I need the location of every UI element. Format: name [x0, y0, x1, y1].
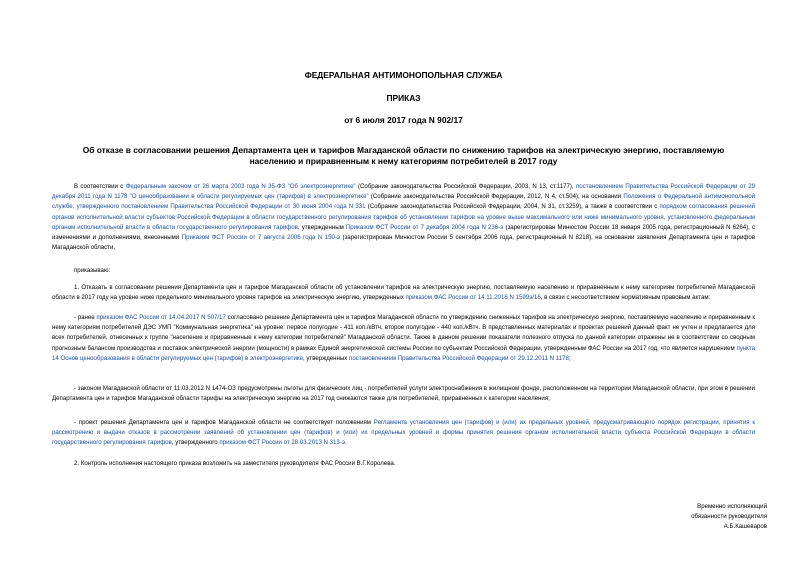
signature-position-line-1: Временно исполняющий	[697, 503, 767, 510]
document-title: Об отказе в согласовании решения Департамента цен и тарифов Магаданской области по снижению тарифов на электрическую энергию, поставляемую населению и приравненным к нему категориям потребителей в 2017 году	[82, 145, 725, 166]
link-fst-order-236[interactable]: Приказом ФСТ России от 7 декабря 2004 года N 236-э	[345, 223, 504, 231]
text-run: , в связи с несоответствием нормативным правовым актам:	[540, 294, 711, 302]
text-run: .	[344, 439, 347, 447]
paragraph-item-2: 2. Контроль исполнения настоящего приказа возложить на заместителя руководителя ФАС России В.Г.Королева.	[74, 460, 396, 467]
text-run: - ранее	[74, 314, 97, 321]
paragraph-reason-3	[52, 418, 755, 449]
text-run: - проект решения Департамента цен и тарифов Магаданской области не соответствует положениям	[74, 419, 374, 426]
text-run: ;	[568, 354, 571, 362]
paragraph-item-1	[52, 283, 755, 303]
link-tariff-regulation[interactable]: Регламента установления цен (тарифов) и (или) их предельных уровней, предусматривающего порядок регистрации, принятия к рассмотрению и выдачи отказов в рассмотрении заявлений об установлении цен (тарифов) и (или) их предельных уровней и формы принятия решения органом исполнительной власти субъекта Российской Федерации в области государственного регулирования тарифов	[52, 419, 755, 447]
text-run: , утвержденных	[302, 354, 350, 362]
link-fas-order-1599[interactable]: приказом ФАС России от 14.11.2016 N 1599э/16	[405, 294, 541, 302]
link-fst-order-313[interactable]: приказом ФСТ России от 28.03.2013 N 313-э	[219, 439, 345, 447]
text-run: , утвержденного	[171, 439, 220, 447]
text-run: (Собрание законодательства Российской Федерации, 2003, N 13, ст.1177),	[355, 183, 576, 190]
link-government-decree-1178[interactable]: постановлением Правительства Российской Федерации от 29 декабря 2011 года N 1178 "О ценообразовании в области регулируемых цен (тарифов) в электроэнергетике"	[52, 183, 756, 201]
link-approval-procedure[interactable]: порядком согласования решений органов исполнительной власти субъектов Российской Федерации в области государственного регулирования тарифов об установлении тарифов на уровне выше максимального или ниже минимального уровня, установленного федеральным органом исполнительной власти в области государственного регулирования тарифов	[52, 203, 755, 231]
signature-name: А.Б.Кашеваров	[723, 523, 767, 530]
text-run: (зарегистрирован Минюстом России 5 сентября 2006 года, регистрационный N 8218), на основании заявления Департамента цен и тарифов Магаданской области,	[52, 234, 756, 252]
text-run: (Собрание законодательства Российской Федерации, 2012, N 4, ст.504), на основании	[368, 193, 624, 201]
organization-name: ФЕДЕРАЛЬНАЯ АНТИМОНОПОЛЬНАЯ СЛУЖБА	[304, 70, 503, 80]
document-date-number: от 6 июля 2017 года N 902/17	[344, 115, 463, 125]
text-run: В соответствии с	[74, 183, 126, 190]
link-fas-order-507[interactable]: приказом ФАС России от 14.04.2017 N 507/17	[96, 314, 226, 321]
link-federal-law-35[interactable]: Федеральным законом от 26 марта 2003 года N 35-ФЗ "Об электроэнергетике"	[125, 183, 356, 190]
link-government-decree-1178-2011[interactable]: постановлением Правительства Российской Федерации от 29.12.2011 N 1178	[349, 354, 569, 362]
text-run: согласовано решение Департамента цен и тарифов Магаданской области по утверждению сниженных тарифов на электрическую энергию, поставляемую населению и приравненным к нему категориям потребителей ДЭС УМП "Коммунальная энергетика" на уровне: первое полугодие - 411 коп./кВтч, второе полугодие - 440 коп./кВтч. В представленных материалах и проектах решений данный факт не учтен и предлагается для всех потребителей, отнесенных к группе "население и приравненные к нему категории потребителей" Магаданской области. Также в данном решении показатели полезного отпуска по данной категории отражены не в соответствии со сводным прогнозным балансом производства и поставок электрической энергии (мощности) в рамках Единой энергетической системы России по субъектам Российской Федерации, утвержденным ФАС России на 2017 год, что является нарушением	[52, 314, 755, 352]
link-pricing-basics-item-14[interactable]: пункта 14 Основ ценообразования в области регулируемых цен (тарифов) в электроэнергетике	[52, 344, 755, 362]
paragraph-order: приказываю:	[74, 267, 111, 274]
document-type: ПРИКАЗ	[386, 93, 421, 103]
text-run: (Собрание законодательства Российской Федерации, 2004, N 31, ст.3259), а также в соответствии с	[365, 203, 660, 211]
text-run: , утвержденным	[297, 223, 346, 231]
paragraph-legal-basis	[52, 182, 755, 253]
text-run: 1. Отказать в согласовании решения Департамента цен и тарифов Магаданской области об установлении тарифов на электрическую энергию, поставляемую населению и приравненным к нему категориям потребителей Магаданской области в 2017 году на уровне ниже предельного минимального уровня тарифов на электрическую энергию, утвержденных	[52, 284, 755, 302]
paragraph-reason-1	[52, 313, 755, 364]
link-fst-order-150[interactable]: Приказом ФСТ России от 7 августа 2006 года N 150-э	[181, 234, 341, 242]
paragraph-reason-2: - законом Магаданской области от 11.03.2012 N 1474-ОЗ предусмотрены льготы для физических лиц - потребителей услуги электроснабжения в жилищном фонде, расположенном на территории Магаданской области, при этом в решении Департамента цен и тарифов Магаданской области тарифы на электрическую энергию на 2017 год снижаются также для потребителей, приравненных к категории населения;	[52, 385, 755, 403]
signature-position-line-2: обязанности руководителя	[691, 513, 767, 520]
link-fas-regulation-331[interactable]: Положения о Федеральной антимонопольной службе, утвержденного постановлением Правительства Российской Федерации от 30 июня 2004 года N 331	[52, 193, 755, 211]
text-run: (зарегистрирован Минюстом России 18 января 2005 года, регистрационный N 6264), с изменениями и дополнениями, внесенными	[52, 223, 755, 242]
